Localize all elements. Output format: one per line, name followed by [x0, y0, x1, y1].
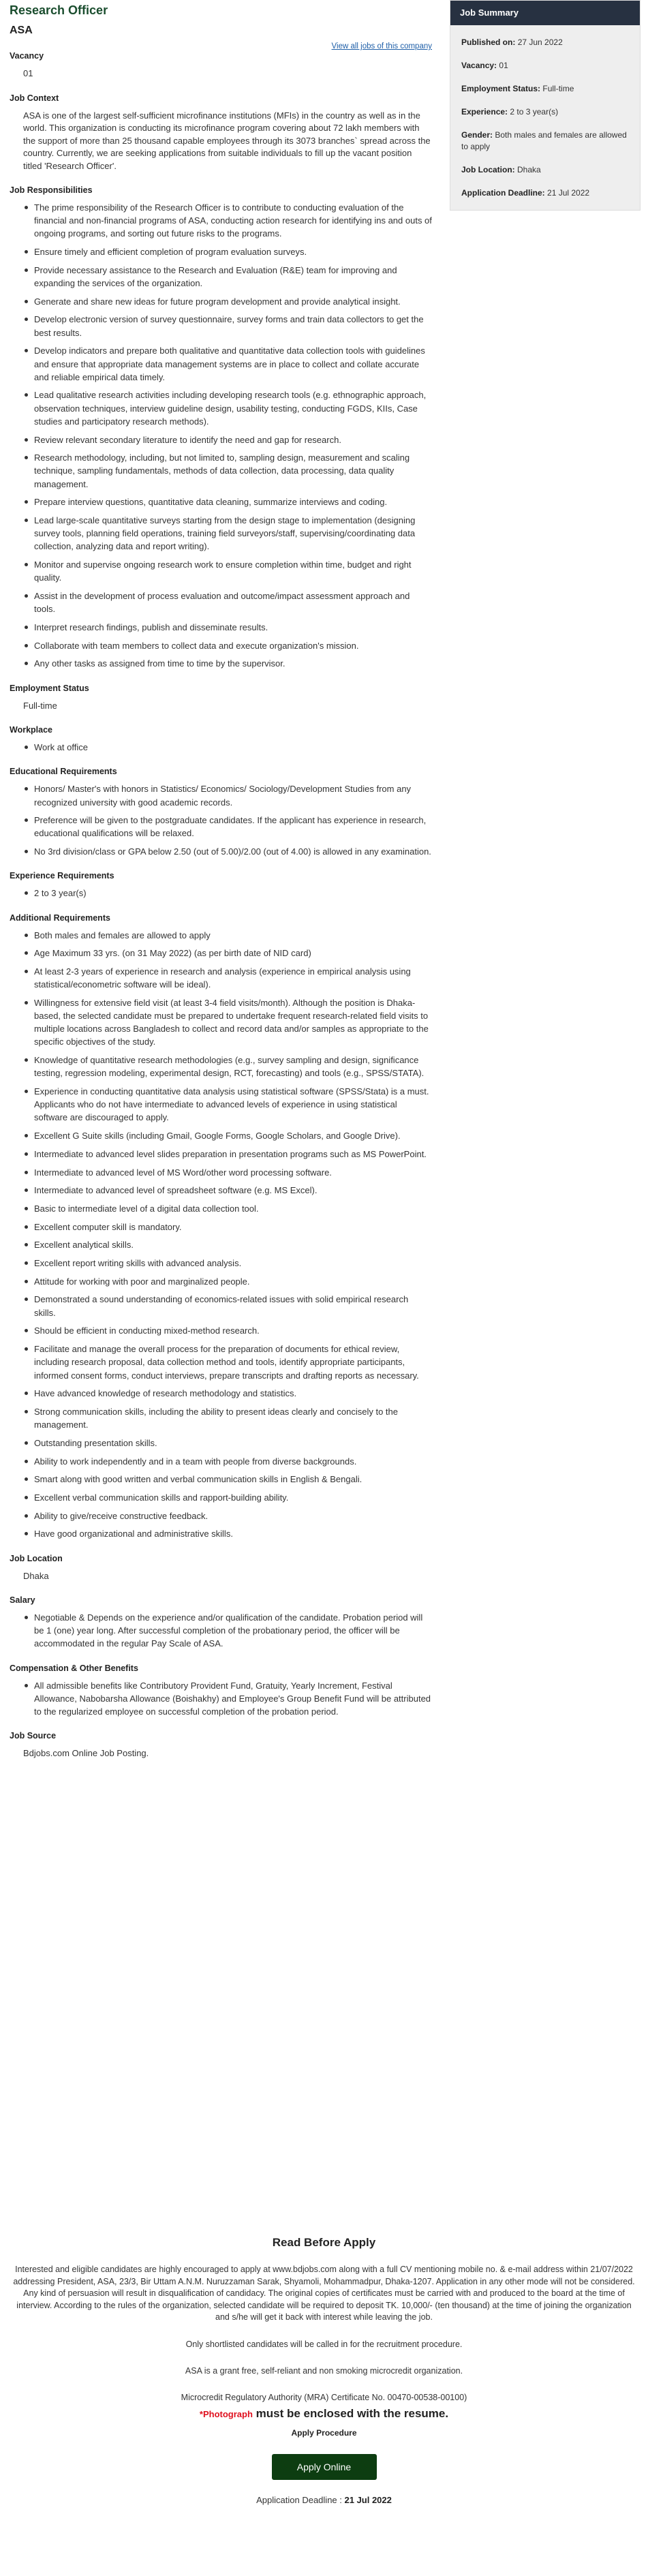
- summary-label: Experience:: [461, 107, 508, 117]
- summary-label: Vacancy:: [461, 61, 497, 70]
- list-item: Strong communication skills, including the ability to present ideas clearly and concisely to the management.: [23, 1405, 432, 1431]
- list-item: Outstanding presentation skills.: [23, 1437, 432, 1450]
- list-item: Willingness for extensive field visit (at least 3-4 field visits/month). Although the position is Dhaka-based, the selected candidate must be prepared to undertake frequent research-related field visits to multiple locations across Bangladesh to collect and record data and/or samples as appropriate to the specific objectives of the study.: [23, 996, 432, 1049]
- list-item: Excellent computer skill is mandatory.: [23, 1221, 432, 1233]
- list-item: Develop electronic version of survey questionnaire, survey forms and train data collectors to get the best results.: [23, 313, 432, 339]
- photograph-text: must be enclosed with the resume.: [252, 2406, 449, 2420]
- summary-deadline: [450, 187, 640, 199]
- apply-procedure-heading: Apply Procedure: [291, 2427, 357, 2438]
- list-item: Lead qualitative research activities including developing research tools (e.g. ethnographic approach, observation techniques, interview guideline design, usability testing, conducting FGDS, KIIs, Case studies and participatory research methods).: [23, 388, 432, 428]
- additional-requirements-section: [10, 913, 432, 1541]
- list-item: Ensure timely and efficient completion of program evaluation surveys.: [23, 245, 432, 258]
- responsibilities-list: [10, 201, 432, 671]
- section-heading: Job Location: [10, 1553, 63, 1563]
- summary-label: Published on:: [461, 37, 516, 47]
- apply-instructions: Interested and eligible candidates are highly encouraged to apply at www.bdjobs.com along with a full CV mentioning mobile no. & e-mail address within 21/07/2022 addressing President, ASA, 23/3, Bir Uttam A.N.M. Nuruzzaman Sarak, Shyamoli, Mohammadpur, Dhaka-1207. Application in any other mode will not be considered. Any kind of persuasion will result in disqualification of candidacy. The original copies of certificates must be carried with and produced to the board at the time of interview. According to the rules of the organization, selected candidate will be required to deposit TK. 10,000/- (ten thousand) at the time of joining the organization and s/he will get it back with interest while leaving the job.: [13, 2265, 635, 2322]
- photograph-label: *Photograph: [199, 2408, 253, 2419]
- summary-value: Both males and females are allowed to apply: [461, 130, 627, 151]
- list-item: Attitude for working with poor and marginalized people.: [23, 1275, 432, 1288]
- list-item: Research methodology, including, but not limited to, sampling design, measurement and scaling technique, sampling fundamentals, methods of data collection, data processing, data quality management.: [23, 451, 432, 491]
- salary-section: [10, 1595, 432, 1651]
- read-before-apply-section: [0, 2235, 648, 2505]
- list-item: Ability to give/receive constructive feedback.: [23, 1509, 432, 1522]
- job-summary-heading: Job Summary: [450, 1, 640, 25]
- company-name: ASA: [10, 25, 33, 36]
- summary-vacancy: [450, 60, 640, 72]
- benefits-section: [10, 1663, 432, 1719]
- summary-value: Dhaka: [517, 165, 541, 174]
- list-item: Assist in the development of process evaluation and outcome/impact assessment approach and tools.: [23, 589, 432, 615]
- list-item: Interpret research findings, publish and disseminate results.: [23, 621, 432, 634]
- list-item: Excellent analytical skills.: [23, 1238, 432, 1251]
- list-item: Excellent verbal communication skills and rapport-building ability.: [23, 1491, 432, 1504]
- summary-label: Application Deadline:: [461, 188, 545, 198]
- education-section: [10, 766, 432, 858]
- page-title: Research Officer: [10, 3, 108, 17]
- list-item: Generate and share new ideas for future program development and provide analytical insight.: [23, 295, 432, 308]
- list-item: Have good organizational and administrative skills.: [23, 1527, 432, 1540]
- list-item: Intermediate to advanced level of MS Word/other word processing software.: [23, 1166, 432, 1179]
- employment-status-section: [10, 683, 432, 713]
- summary-experience: [450, 106, 640, 118]
- deadline-value: 21 Jul 2022: [344, 2494, 392, 2505]
- photograph-note: [0, 2406, 648, 2422]
- summary-employment-status: [450, 83, 640, 95]
- list-item: Excellent report writing skills with advanced analysis.: [23, 1257, 432, 1270]
- list-item: No 3rd division/class or GPA below 2.50 (out of 5.00)/2.00 (out of 4.00) is allowed in any examination.: [23, 845, 432, 858]
- list-item: Lead large-scale quantitative surveys starting from the design stage to implementation (designing survey tools, planning field operations, training field surveyors/staff, supervising/coordinating data collection, analyzing data and report writing).: [23, 514, 432, 553]
- vacancy-value: 01: [23, 68, 33, 78]
- list-item: Both males and females are allowed to apply: [23, 929, 432, 942]
- vacancy-section: [10, 50, 432, 80]
- list-item: Collaborate with team members to collect data and execute organization's mission.: [23, 639, 432, 652]
- list-item: Work at office: [23, 741, 432, 754]
- section-heading: Vacancy: [10, 51, 44, 61]
- list-item: Excellent G Suite skills (including Gmail, Google Forms, Google Scholars, and Google Drive).: [23, 1129, 432, 1142]
- summary-value: Full-time: [542, 84, 574, 93]
- list-item: Demonstrated a sound understanding of economics-related issues with solid empirical research skills.: [23, 1293, 432, 1319]
- list-item: Basic to intermediate level of a digital data collection tool.: [23, 1202, 432, 1215]
- summary-gender: [450, 129, 640, 153]
- workplace-list: [10, 741, 432, 754]
- summary-published: [450, 37, 640, 48]
- section-heading: Job Context: [10, 93, 59, 103]
- list-item: All admissible benefits like Contributory Provident Fund, Gratuity, Yearly Increment, Festival Allowance, Nabobarsha Allowance (Boishakhy) and Employee's Group Benefit Fund will be attributed to the regularized employee on successful completion of the probation period.: [23, 1679, 432, 1719]
- job-location-value: Dhaka: [23, 1570, 49, 1581]
- shortlist-note: Only shortlisted candidates will be called in for the recruitment procedure.: [185, 2339, 463, 2349]
- list-item: Review relevant secondary literature to identify the need and gap for research.: [23, 433, 432, 446]
- workplace-section: [10, 724, 432, 754]
- section-heading: Educational Requirements: [10, 767, 117, 777]
- salary-list: [10, 1611, 432, 1651]
- section-heading: Employment Status: [10, 683, 89, 693]
- summary-label: Job Location:: [461, 165, 515, 174]
- benefits-list: [10, 1679, 432, 1719]
- summary-label: Gender:: [461, 130, 493, 140]
- list-item: Have advanced knowledge of research methodology and statistics.: [23, 1387, 432, 1400]
- list-item: Prepare interview questions, quantitative data cleaning, summarize interviews and coding.: [23, 495, 432, 508]
- experience-section: [10, 870, 432, 900]
- employment-status-value: Full-time: [23, 700, 57, 711]
- list-item: Experience in conducting quantitative data analysis using statistical software (SPSS/Stata) is a must. Applicants who do not have intermediate to advanced levels of experience in using statistical software are discouraged to apply.: [23, 1085, 432, 1124]
- list-item: Ability to work independently and in a team with people from diverse backgrounds.: [23, 1455, 432, 1468]
- mra-certificate: Microcredit Regulatory Authority (MRA) Certificate No. 00470-00538-00100): [181, 2392, 467, 2402]
- list-item: Intermediate to advanced level of spreadsheet software (e.g. MS Excel).: [23, 1184, 432, 1197]
- list-item: Develop indicators and prepare both qualitative and quantitative data collection tools with guidelines and ensure that appropriate data management systems are in place to collect and collate accurate and reliable empirical data timely.: [23, 344, 432, 384]
- experience-list: [10, 887, 432, 900]
- education-list: [10, 782, 432, 858]
- summary-label: Employment Status:: [461, 84, 541, 93]
- list-item: Smart along with good written and verbal communication skills in English & Bengali.: [23, 1473, 432, 1486]
- list-item: Knowledge of quantitative research methodologies (e.g., survey sampling and design, significance testing, regression modeling, experimental design, RCT, forecasting) and tools (e.g., SPSS/STATA).: [23, 1054, 432, 1079]
- section-heading: Job Source: [10, 1731, 57, 1741]
- deadline-label: Application Deadline :: [256, 2494, 345, 2505]
- apply-online-button[interactable]: Apply Online: [272, 2454, 377, 2480]
- read-before-apply-heading: Read Before Apply: [272, 2236, 376, 2249]
- section-heading: Salary: [10, 1595, 35, 1606]
- list-item: Should be efficient in conducting mixed-method research.: [23, 1324, 432, 1337]
- job-source-value: Bdjobs.com Online Job Posting.: [23, 1748, 149, 1759]
- list-item: Any other tasks as assigned from time to time by the supervisor.: [23, 657, 432, 670]
- summary-value: 27 Jun 2022: [517, 37, 563, 47]
- list-item: Age Maximum 33 yrs. (on 31 May 2022) (as per birth date of NID card): [23, 947, 432, 960]
- list-item: Provide necessary assistance to the Research and Evaluation (R&E) team for improving and expanding the services of the organization.: [23, 264, 432, 290]
- summary-value: 21 Jul 2022: [547, 188, 590, 198]
- additional-requirements-list: [10, 929, 432, 1541]
- section-heading: Experience Requirements: [10, 871, 114, 881]
- job-context-text: ASA is one of the largest self-sufficient microfinance institutions (MFIs) in the country as well as in the world. This organization is conducting its microfinance program covering about 72 lakh members with the support of more than 25 thousand capable employees through its 3073 branches` spread across the country. Currently, we are seeking applications from suitable individuals to fill up the vacant position titled 'Research Officer'.: [23, 110, 431, 171]
- application-deadline: [0, 2495, 648, 2505]
- list-item: Facilitate and manage the overall process for the preparation of documents for ethical review, including research proposal, data collection method and tools, identify appropriate participants, informed consent forms, conduct interviews, prepare transcripts and drafting reports as necessary.: [23, 1343, 432, 1382]
- summary-value: 2 to 3 year(s): [510, 107, 559, 117]
- job-context-section: [10, 93, 432, 173]
- list-item: The prime responsibility of the Research Officer is to contribute to conducting evaluation of the financial and non-financial programs of ASA, conducting action research for identifying ins and outs of ongoing programs, and sorting out future risks to the programs.: [23, 201, 432, 241]
- organization-note: ASA is a grant free, self-reliant and non smoking microcredit organization.: [185, 2365, 463, 2376]
- job-summary-panel: [450, 0, 641, 211]
- list-item: Honors/ Master's with honors in Statistics/ Economics/ Sociology/Development Studies from any recognized university with good academic records.: [23, 782, 432, 808]
- list-item: Intermediate to advanced level slides preparation in presentation programs such as MS PowerPoint.: [23, 1148, 432, 1161]
- job-details-main: [10, 0, 432, 1760]
- job-location-section: [10, 1553, 432, 1583]
- section-heading: Workplace: [10, 725, 52, 735]
- view-all-jobs-link[interactable]: View all jobs of this company: [331, 42, 432, 50]
- list-item: 2 to 3 year(s): [23, 887, 432, 900]
- summary-value: 01: [499, 61, 508, 70]
- responsibilities-section: [10, 185, 432, 671]
- list-item: Negotiable & Depends on the experience and/or qualification of the candidate. Probation period will be 1 (one) year long. After successful completion of the probationary period, the officer will be accommodated in the regular Pay Scale of ASA.: [23, 1611, 432, 1651]
- list-item: Preference will be given to the postgraduate candidates. If the applicant has experience in research, educational qualifications will be relaxed.: [23, 814, 432, 840]
- section-heading: Additional Requirements: [10, 913, 110, 923]
- list-item: At least 2-3 years of experience in research and analysis (experience in empirical analysis using statistical/econometric software will be ideal).: [23, 965, 432, 991]
- job-source-section: [10, 1730, 432, 1760]
- section-heading: Job Responsibilities: [10, 185, 93, 195]
- list-item: Monitor and supervise ongoing research work to ensure completion within time, budget and right quality.: [23, 558, 432, 584]
- section-heading: Compensation & Other Benefits: [10, 1663, 138, 1673]
- summary-location: [450, 164, 640, 176]
